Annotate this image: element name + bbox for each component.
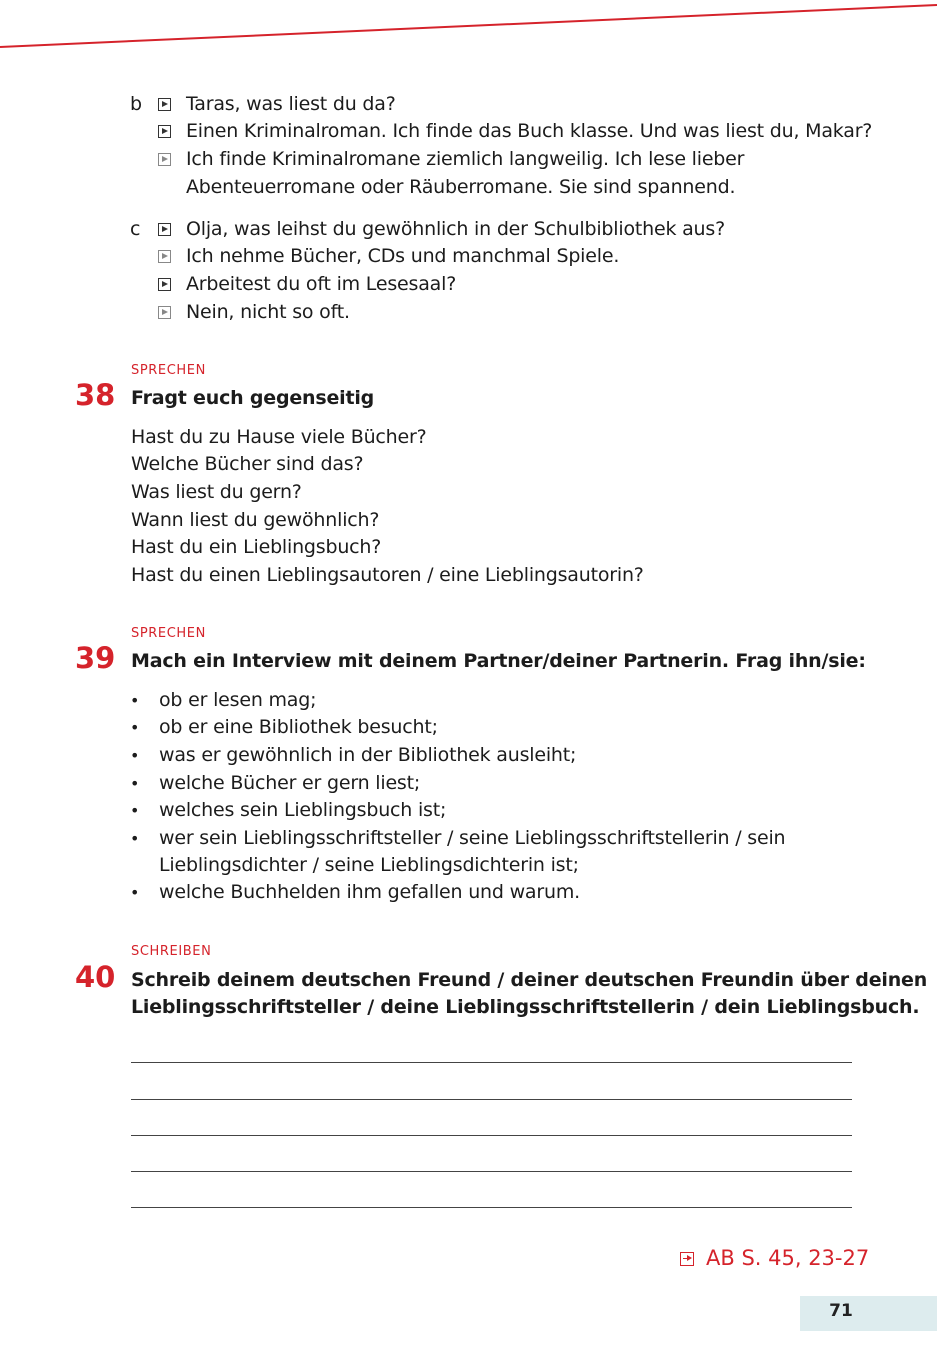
dialogue-c-line-3: Arbeitest du oft im Lesesaal? (158, 271, 456, 298)
ex39-number: 39 (75, 641, 116, 675)
ex38-number: 38 (75, 378, 116, 412)
dialogue-b-line-1: Taras, was liest du da? (158, 91, 396, 118)
ex38-question: Hast du ein Lieblingsbuch? (131, 536, 382, 558)
page-number-tab (800, 1296, 937, 1331)
dialogue-c-line-1: Olja, was leihst du gewöhnlich in der Schulbibliothek aus? (158, 216, 725, 243)
play-icon (158, 98, 171, 111)
ex40-category: SCHREIBEN (131, 944, 212, 959)
play-icon (158, 306, 171, 319)
ex38-category: SPRECHEN (131, 363, 206, 378)
dialogue-b-line-3: Ich finde Kriminalromane ziemlich langweilig. Ich lese lieber (158, 146, 744, 173)
ex40-number: 40 (75, 960, 116, 994)
writing-line[interactable] (131, 1062, 852, 1063)
play-icon (158, 250, 171, 263)
bullet: • (130, 746, 140, 765)
dialogue-c-line-4: Nein, nicht so oft. (158, 299, 350, 326)
ex40-title-line-2: Lieblingsschriftsteller / deine Lieblingsschriftstellerin / dein Lieblingsbuch. (131, 996, 920, 1018)
dialogue-b-letter: b (130, 93, 143, 115)
ex39-item: wer sein Lieblingsschriftsteller / seine Lieblingsschriftstellerin / sein (159, 827, 786, 849)
bullet: • (130, 718, 140, 737)
dialogue-c-line-2: Ich nehme Bücher, CDs und manchmal Spiele. (158, 243, 619, 270)
ex38-question: Welche Bücher sind das? (131, 453, 364, 475)
writing-line[interactable] (131, 1099, 852, 1100)
ex39-item: was er gewöhnlich in der Bibliothek ausleiht; (159, 744, 577, 766)
bullet: • (130, 801, 140, 820)
workbook-reference[interactable]: AB S. 45, 23-27 (680, 1244, 869, 1272)
ex38-question: Was liest du gern? (131, 481, 302, 503)
ex38-question: Wann liest du gewöhnlich? (131, 509, 380, 531)
ex39-title: Mach ein Interview mit deinem Partner/deiner Partnerin. Frag ihn/sie: (131, 650, 866, 672)
ex38-question: Hast du einen Lieblingsautoren / eine Lieblingsautorin? (131, 564, 644, 586)
bullet: • (130, 883, 140, 902)
writing-line[interactable] (131, 1207, 852, 1208)
play-icon (158, 125, 171, 138)
ex40-title-line-1: Schreib deinem deutschen Freund / deiner deutschen Freundin über deinen (131, 969, 928, 991)
ex39-item: welche Buchhelden ihm gefallen und warum. (159, 881, 580, 903)
bullet: • (130, 829, 140, 848)
ex39-item: welches sein Lieblingsbuch ist; (159, 799, 447, 821)
ex39-item: welche Bücher er gern liest; (159, 772, 421, 794)
ex39-category: SPRECHEN (131, 626, 206, 641)
arrow-box-icon (680, 1252, 694, 1266)
ex39-item-cont: Lieblingsdichter / seine Lieblingsdichterin ist; (159, 854, 579, 876)
page-number: 71 (829, 1301, 853, 1321)
play-icon (158, 153, 171, 166)
ex39-item: ob er eine Bibliothek besucht; (159, 716, 438, 738)
writing-line[interactable] (131, 1135, 852, 1136)
writing-line[interactable] (131, 1171, 852, 1172)
play-icon (158, 223, 171, 236)
dialogue-b-line-2: Einen Kriminalroman. Ich finde das Buch klasse. Und was liest du, Makar? (158, 118, 872, 145)
ex38-question: Hast du zu Hause viele Bücher? (131, 426, 427, 448)
ex39-item: ob er lesen mag; (159, 689, 317, 711)
dialogue-c-letter: c (130, 218, 141, 240)
play-icon (158, 278, 171, 291)
dialogue-b-line-3-cont: Abenteuerromane oder Räuberromane. Sie sind spannend. (186, 176, 736, 198)
top-red-rule (0, 0, 937, 60)
ex38-title: Fragt euch gegenseitig (131, 387, 375, 409)
bullet: • (130, 774, 140, 793)
bullet: • (130, 691, 140, 710)
